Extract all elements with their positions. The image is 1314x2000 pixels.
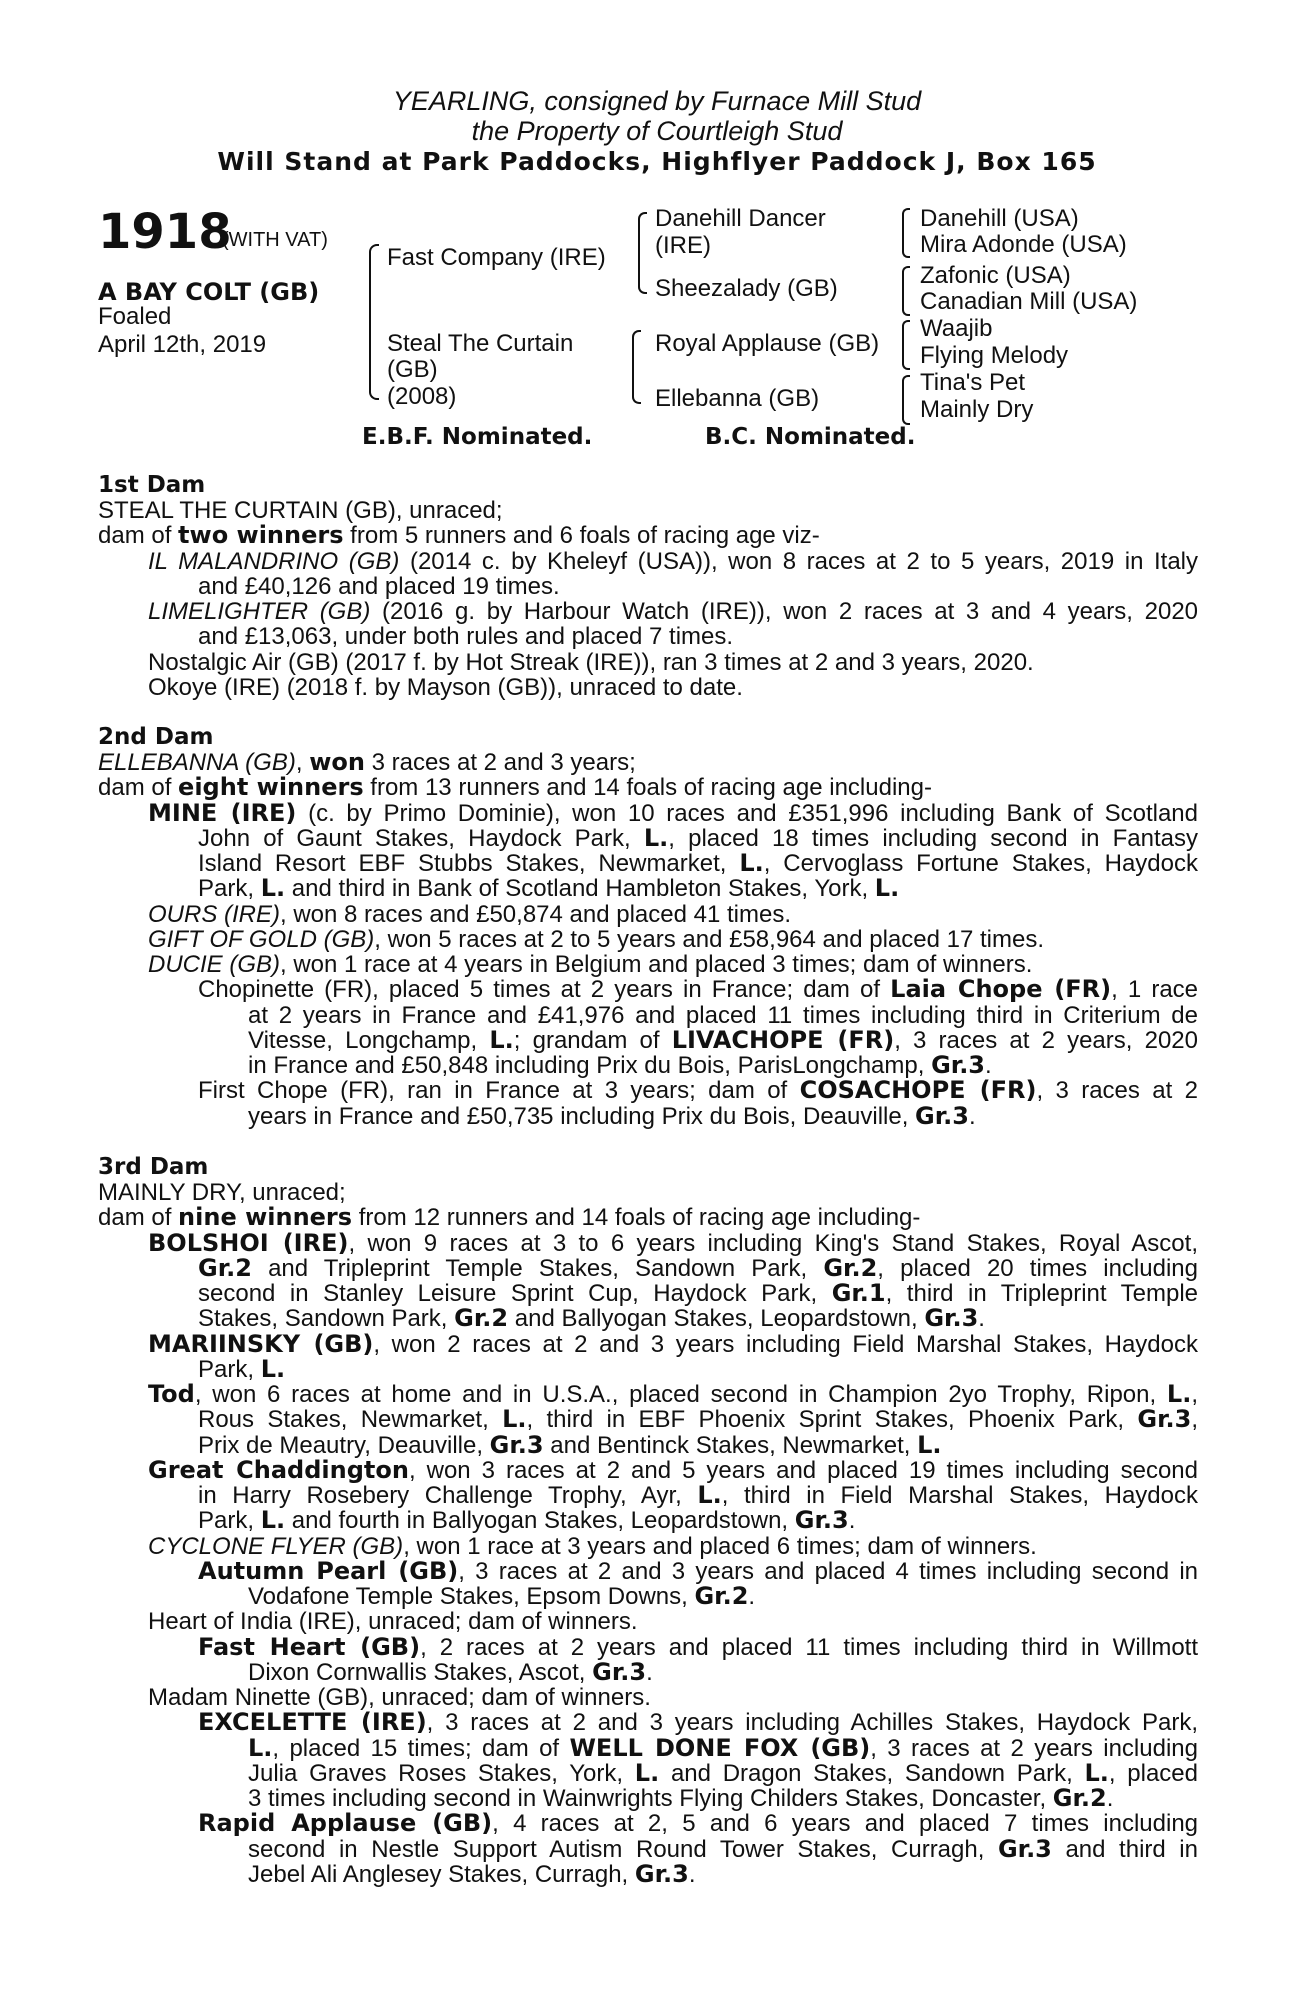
dam-line3: (2008) <box>387 383 457 410</box>
grandproduce-entry-cont: L., placed 15 times; dam of WELL DONE FOX (GB), 3 races at 2 years including <box>248 1734 1198 1762</box>
produce-entry: IL MALANDRINO (GB) (2014 c. by Kheleyf (USA)), won 8 races at 2 to 5 years, 2019 in Italy <box>148 548 1198 575</box>
produce-entry-cont: Gr.2 and Tripleprint Temple Stakes, Sandown Park, Gr.2, placed 20 times including <box>198 1254 1198 1282</box>
produce-entry: MARIINSKY (GB), won 2 races at 2 and 3 years including Field Marshal Stakes, Haydock <box>148 1330 1198 1358</box>
produce-entry-cont: Rous Stakes, Newmarket, L., third in EBF Phoenix Sprint Stakes, Phoenix Park, Gr.3, <box>198 1405 1198 1433</box>
produce-entry: BOLSHOI (IRE), won 9 races at 3 to 6 years including King's Stand Stakes, Royal Ascot, <box>148 1229 1198 1257</box>
sire-dam: Sheezalady (GB) <box>655 275 838 302</box>
produce-entry-cont: Park, L. and fourth in Ballyogan Stakes, Leopardstown, Gr.3. <box>198 1506 856 1534</box>
produce-entry-cont: Prix de Meautry, Deauville, Gr.3 and Bentinck Stakes, Newmarket, L. <box>198 1431 942 1459</box>
produce-entry-cont: in Harry Rosebery Challenge Trophy, Ayr, L., third in Field Marshal Stakes, Haydock <box>198 1481 1198 1509</box>
grandproduce-entry-cont: second in Nestle Support Autism Round Tower Stakes, Curragh, Gr.3 and third in <box>248 1835 1198 1863</box>
vat-note: (WITH VAT) <box>222 229 328 251</box>
sire-sire-line1: Danehill Dancer <box>655 205 826 232</box>
gg-2: Mira Adonde (USA) <box>920 231 1127 258</box>
second-dam-section <box>98 725 1198 1145</box>
lot-title: A BAY COLT (GB) <box>98 278 320 306</box>
produce-entry: Nostalgic Air (GB) (2017 f. by Hot Streak (IRE)), ran 3 times at 2 and 3 years, 2020. <box>148 649 1034 676</box>
ebf-nomination: E.B.F. Nominated. <box>362 424 593 450</box>
dam-parents-brace <box>632 330 641 404</box>
grandproduce-entry-cont: at 2 years in France and £41,976 and placed 11 times including third in Criterium de <box>248 1002 1198 1029</box>
grandproduce-entry-cont: Vitesse, Longchamp, L.; grandam of LIVACHOPE (FR), 3 races at 2 years, 2020 <box>248 1026 1198 1054</box>
sire: Fast Company (IRE) <box>387 244 606 271</box>
produce-entry-cont: Park, L. <box>198 1355 286 1383</box>
sire-sire-line2: (IRE) <box>655 232 711 259</box>
brace-4-1 <box>902 208 910 258</box>
produce-entry-cont: Stakes, Sandown Park, Gr.2 and Ballyogan Stakes, Leopardstown, Gr.3. <box>198 1304 985 1332</box>
grandproduce-entry: Fast Heart (GB), 2 races at 2 years and placed 11 times including third in Willmott <box>198 1633 1198 1661</box>
produce-summary: dam of eight winners from 13 runners and 14 foals of racing age including- <box>98 773 932 801</box>
produce-entry: Madam Ninette (GB), unraced; dam of winners. <box>148 1684 651 1711</box>
section-heading: 2nd Dam <box>98 724 214 750</box>
brace-4-4 <box>902 375 910 425</box>
grandproduce-entry-cont: in France and £50,848 including Prix du Bois, ParisLongchamp, Gr.3. <box>248 1051 992 1079</box>
dam-summary: MAINLY DRY, unraced; <box>98 1179 346 1206</box>
gg-1: Danehill (USA) <box>920 205 1079 232</box>
produce-entry: OURS (IRE), won 8 races and £50,874 and placed 41 times. <box>148 901 792 928</box>
brace-4-3 <box>902 320 910 370</box>
dam-dam: Ellebanna (GB) <box>655 385 820 412</box>
grandproduce-entry: EXCELETTE (IRE), 3 races at 2 and 3 years including Achilles Stakes, Haydock Park, <box>198 1708 1199 1736</box>
grandproduce-entry-cont: 3 times including second in Wainwrights Flying Childers Stakes, Doncaster, Gr.2. <box>248 1784 1114 1812</box>
produce-entry: Okoye (IRE) (2018 f. by Mayson (GB)), unraced to date. <box>148 674 743 701</box>
produce-summary: dam of two winners from 5 runners and 6 foals of racing age viz- <box>98 521 820 549</box>
gg-6: Flying Melody <box>920 342 1069 369</box>
third-dam-section <box>98 1155 1198 1955</box>
grandproduce-entry-cont: Vodafone Temple Stakes, Epsom Downs, Gr.2. <box>248 1582 756 1610</box>
grandproduce-entry-cont: Julia Graves Roses Stakes, York, L. and Dragon Stakes, Sandown Park, L., placed <box>248 1759 1199 1787</box>
produce-entry: Great Chaddington, won 3 races at 2 and 5 years and placed 19 times including second <box>148 1456 1198 1484</box>
gg-3: Zafonic (USA) <box>920 262 1071 289</box>
produce-entry: LIMELIGHTER (GB) (2016 g. by Harbour Watch (IRE)), won 2 races at 3 and 4 years, 2020 <box>148 598 1199 625</box>
produce-entry: Heart of India (IRE), unraced; dam of winners. <box>148 1608 638 1635</box>
grandproduce-entry: Chopinette (FR), placed 5 times at 2 years in France; dam of Laia Chope (FR), 1 race <box>198 975 1199 1003</box>
grandproduce-entry: First Chope (FR), ran in France at 3 years; dam of COSACHOPE (FR), 3 races at 2 <box>198 1076 1198 1104</box>
sire-dam-brace <box>369 244 379 400</box>
bc-nomination: B.C. Nominated. <box>705 424 916 450</box>
produce-entry: MINE (IRE) (c. by Primo Dominie), won 10 races and £351,996 including Bank of Scotland <box>148 799 1198 827</box>
produce-entry-cont: Island Resort EBF Stubbs Stakes, Newmarket, L., Cervoglass Fortune Stakes, Haydock <box>198 849 1199 877</box>
dam-summary: ELLEBANNA (GB), won 3 races at 2 and 3 years; <box>98 748 636 776</box>
grandproduce-entry-cont: Jebel Ali Anglesey Stakes, Curragh, Gr.3. <box>248 1860 696 1888</box>
produce-entry: CYCLONE FLYER (GB), won 1 race at 3 years and placed 6 times; dam of winners. <box>148 1533 1037 1560</box>
foaled-date: April 12th, 2019 <box>98 331 267 358</box>
produce-entry-cont: and £13,063, under both rules and placed 7 times. <box>198 623 734 650</box>
grandproduce-entry-cont: years in France and £50,735 including Prix du Bois, Deauville, Gr.3. <box>248 1102 976 1130</box>
lot-number: 1918 <box>98 204 232 260</box>
gg-8: Mainly Dry <box>920 396 1034 423</box>
property-line: the Property of Courtleigh Stud <box>471 116 843 146</box>
produce-summary: dam of nine winners from 12 runners and 14 foals of racing age including- <box>98 1203 921 1231</box>
section-heading: 1st Dam <box>98 472 206 498</box>
produce-entry-cont: John of Gaunt Stakes, Haydock Park, L., placed 18 times including second in Fantasy <box>198 824 1199 852</box>
produce-entry: DUCIE (GB), won 1 race at 4 years in Belgium and placed 3 times; dam of winners. <box>148 951 1033 978</box>
grandproduce-entry-cont: Dixon Cornwallis Stakes, Ascot, Gr.3. <box>248 1658 653 1686</box>
dam-sire: Royal Applause (GB) <box>655 330 880 357</box>
section-heading: 3rd Dam <box>98 1154 209 1180</box>
first-dam-section <box>98 473 1198 708</box>
dam-line2: (GB) <box>387 356 438 383</box>
grandproduce-entry: Autumn Pearl (GB), 3 races at 2 and 3 years and placed 4 times including second in <box>198 1557 1198 1585</box>
produce-entry: GIFT OF GOLD (GB), won 5 races at 2 to 5 years and £58,964 and placed 17 times. <box>148 926 1044 953</box>
consignor-line: YEARLING, consigned by Furnace Mill Stud <box>392 86 922 116</box>
gg-5: Waajib <box>920 315 993 342</box>
location-line: Will Stand at Park Paddocks, Highflyer Paddock J, Box 165 <box>217 147 1097 176</box>
gg-7: Tina's Pet <box>920 369 1026 396</box>
gg-4: Canadian Mill (USA) <box>920 288 1138 315</box>
grandproduce-entry: Rapid Applause (GB), 4 races at 2, 5 and 6 years and placed 7 times including <box>198 1809 1199 1837</box>
dam-line1: Steal The Curtain <box>387 330 574 357</box>
foaled-label: Foaled <box>98 303 172 330</box>
dam-summary: STEAL THE CURTAIN (GB), unraced; <box>98 497 503 524</box>
sire-parents-brace <box>638 212 647 294</box>
produce-entry-cont: and £40,126 and placed 19 times. <box>198 573 560 600</box>
produce-entry: Tod, won 6 races at home and in U.S.A., placed second in Champion 2yo Trophy, Ripon, L., <box>148 1380 1198 1408</box>
produce-entry-cont: Park, L. and third in Bank of Scotland Hambleton Stakes, York, L. <box>198 874 900 902</box>
brace-4-2 <box>902 266 910 316</box>
produce-entry-cont: second in Stanley Leisure Sprint Cup, Haydock Park, Gr.1, third in Tripleprint Temple <box>198 1279 1198 1307</box>
